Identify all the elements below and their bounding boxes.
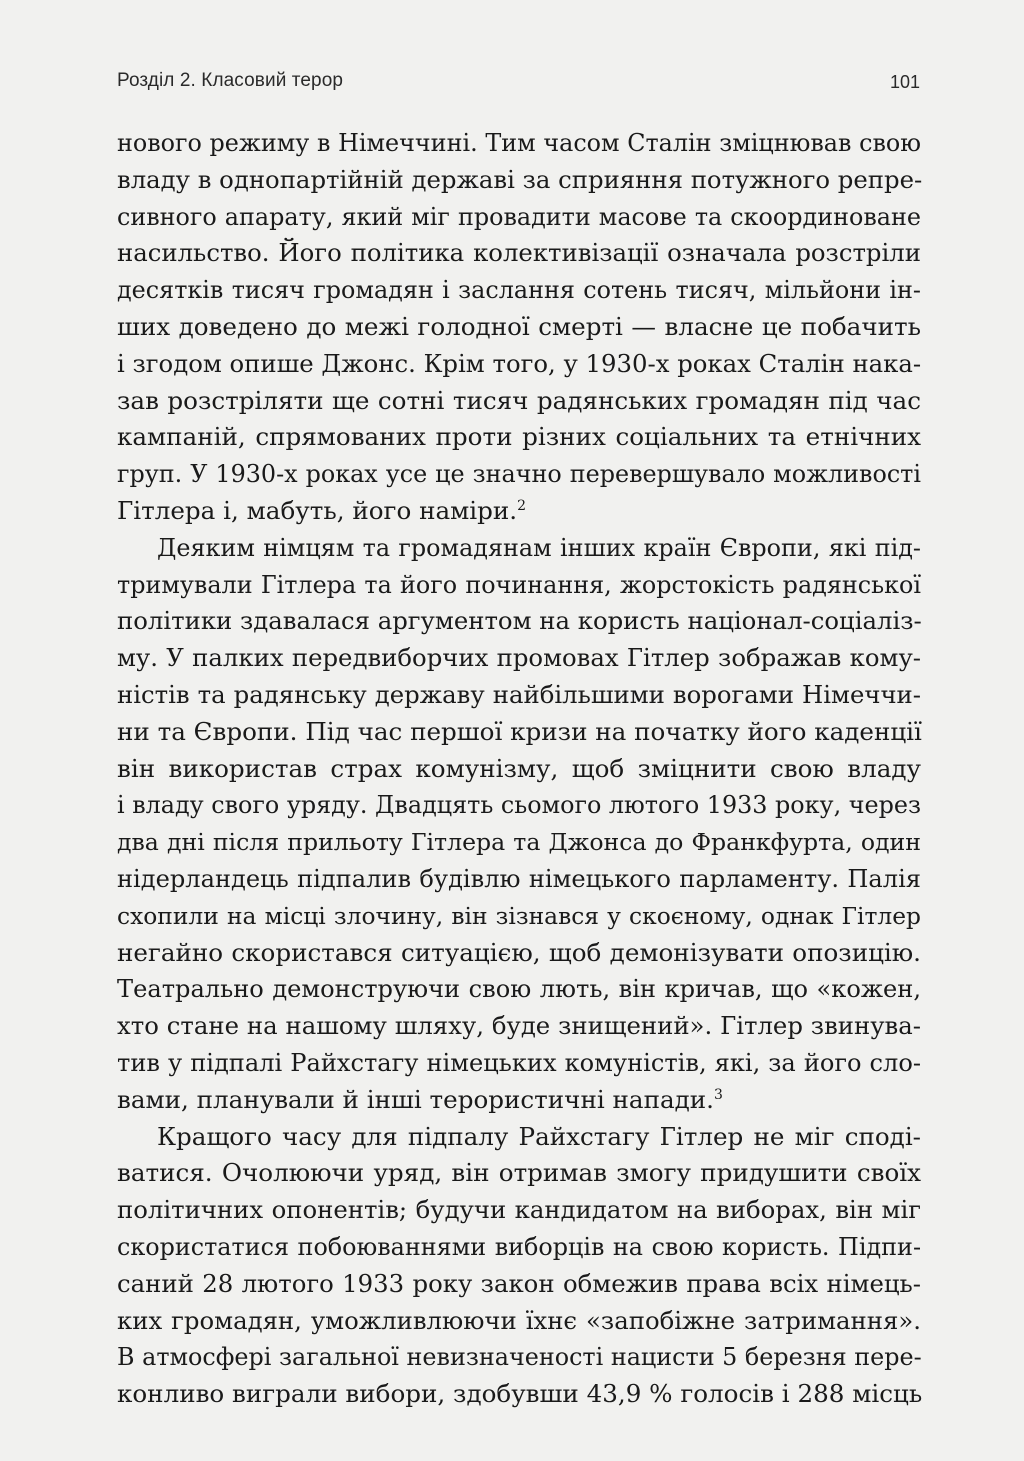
text-line: вами, планували й інші терористичні напади. [117, 1084, 714, 1114]
page-number: 101 [889, 72, 920, 92]
text-line: тримували Гітлера та його починання, жорстокість радянської [117, 570, 921, 599]
text-line: ни та Європи. Під час першої кризи на початку його каденції [117, 716, 922, 746]
text-line: насильство. Його політика колективізації означала розстріли [117, 238, 921, 268]
text-line: нового режиму в Німеччині. Тим часом Сталін зміцнював свою [117, 129, 921, 157]
text-line: кампаній, спрямованих проти різних соціальних та етнічних [117, 422, 921, 452]
text-line: політики здавалася аргументом на користь націонал-соціаліз- [117, 606, 922, 636]
text-line: хто стане на нашому шляху, буде знищений». Гітлер звинува- [117, 1011, 921, 1041]
text-line: ватися. Очолюючи уряд, він отримав змогу придушити своїх [117, 1158, 921, 1188]
text-line: скористатися побоюваннями виборців на свою користь. Підпи- [117, 1232, 921, 1261]
text-line: схопили на місці злочину, він зізнався у скоєному, однак Гітлер [117, 901, 921, 930]
text-line-with-footnote [117, 1082, 921, 1119]
text-line: конливо виграли вибори, здобувши 43,9 % голосів і 288 місць [117, 1379, 923, 1409]
footnote-marker[interactable]: 2 [517, 497, 526, 514]
text-line: Театрально демонструючи свою лють, він кричав, що «кожен, [117, 975, 921, 1004]
text-line: ністів та радянську державу найбільшими ворогами Німеччи- [117, 679, 921, 709]
text-line: і владу свого уряду. Двадцять сьомого лютого 1933 року, через [117, 791, 921, 820]
text-line: політичних опонентів; будучи кандидатом на виборах, він міг [117, 1195, 921, 1225]
text-line: нідерландець підпалив будівлю німецького парламенту. Палія [117, 864, 921, 893]
text-line: десятків тисяч громадян і заслання сотень тисяч, мільйони ін- [117, 276, 921, 305]
text-line: груп. У 1930-х роках усе це значно перевершувало можливості [117, 460, 921, 489]
text-line: владу в однопартійній державі за сприяння потужного репре- [117, 164, 923, 194]
text-line: ших доведено до межі голодної смерті — власне це побачить [117, 311, 921, 341]
text-line: зав розстріляти ще сотні тисяч радянських громадян під час [117, 385, 921, 415]
text-line: му. У палких передвиборчих промовах Гітлер зображав кому- [117, 643, 921, 673]
body-text [117, 125, 921, 1413]
text-line: тив у підпалі Райхстагу німецьких комуністів, які, за його сло- [117, 1048, 921, 1077]
text-line: два дні після прильоту Гітлера та Джонса до Франкфурта, один [117, 828, 921, 857]
text-line: сивного апарату, який міг провадити масове та скоординоване [117, 202, 921, 231]
footnote-marker[interactable]: 3 [713, 1086, 723, 1103]
text-line: Деяким німцям та громадянам інших країн Європи, які під- [157, 533, 921, 562]
text-line: Кращого часу для підпалу Райхстагу Гітлер не міг сподi- [157, 1121, 921, 1151]
running-head-chapter: Розділ 2. Класовий терор [117, 70, 344, 91]
text-line: саний 28 лютого 1933 року закон обмежив права всіх німець- [117, 1268, 921, 1298]
text-line: В атмосфері загальної невизначеності нацисти 5 березня пере- [117, 1343, 922, 1372]
text-line: і згодом опише Джонс. Крім того, у 1930-х роках Сталін нака- [117, 348, 922, 378]
text-line-with-footnote [117, 493, 921, 530]
text-line: ких громадян, уможливлюючи їхнє «запобіжне затримання». [117, 1305, 921, 1335]
text-line: Гітлера і, мабуть, його наміри. [117, 495, 518, 525]
text-line: він використав страх комунізму, щоб зміцнити свою владу [117, 753, 921, 783]
text-line: негайно скористався ситуацією, щоб демонізувати опозицію. [117, 937, 921, 967]
